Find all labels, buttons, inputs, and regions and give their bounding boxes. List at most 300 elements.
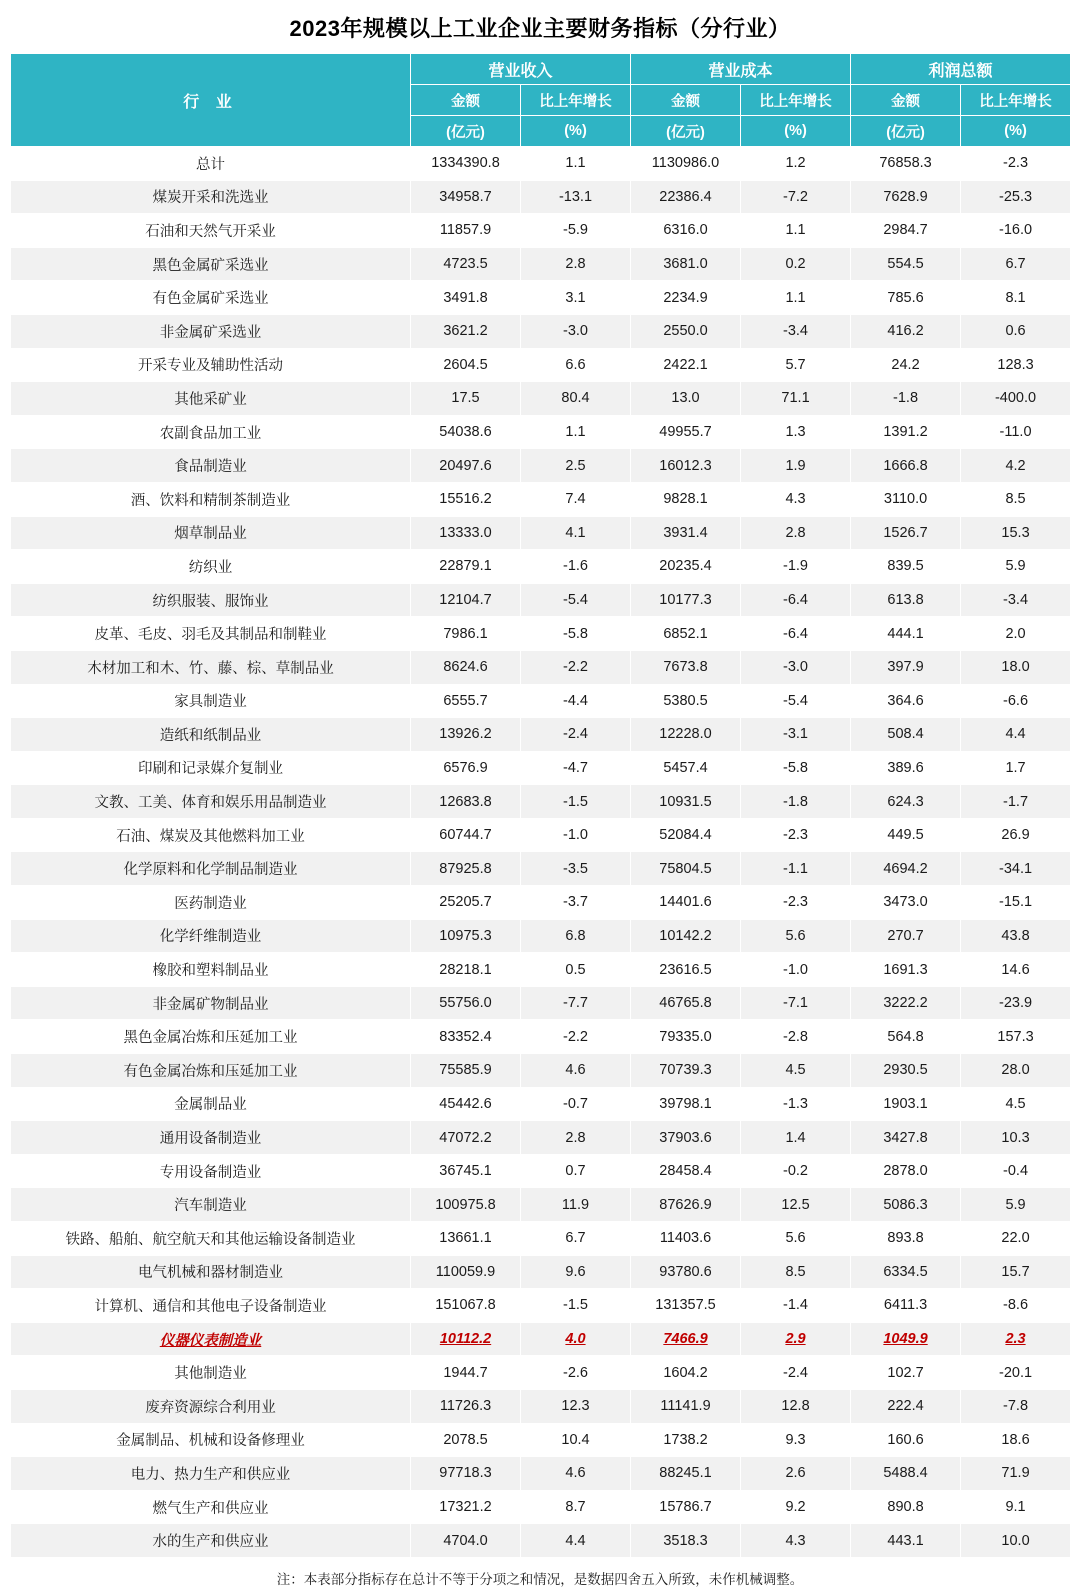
table-row <box>11 1457 1071 1491</box>
cell-value: 13.0 <box>631 382 741 416</box>
cell-value: 4.4 <box>521 1524 631 1558</box>
cell-value: -2.3 <box>741 818 851 852</box>
cell-industry-name: 皮革、毛皮、羽毛及其制品和制鞋业 <box>11 617 411 651</box>
cell-value: -1.6 <box>521 550 631 584</box>
cell-value: 46765.8 <box>631 986 741 1020</box>
cell-value: 5.9 <box>961 1188 1071 1222</box>
cell-value: 160.6 <box>851 1423 961 1457</box>
cell-value: -7.7 <box>521 986 631 1020</box>
cell-value: 785.6 <box>851 281 961 315</box>
cell-value: 10177.3 <box>631 583 741 617</box>
cell-industry-name: 通用设备制造业 <box>11 1121 411 1155</box>
cell-value: -0.7 <box>521 1087 631 1121</box>
cell-industry-name: 石油、煤炭及其他燃料加工业 <box>11 818 411 852</box>
cell-value: -2.2 <box>521 650 631 684</box>
cell-value: -3.0 <box>741 650 851 684</box>
cell-industry-name: 有色金属冶炼和压延加工业 <box>11 1054 411 1088</box>
table-row <box>11 1255 1071 1289</box>
cell-industry-name: 纺织服装、服饰业 <box>11 583 411 617</box>
cell-value: 7673.8 <box>631 650 741 684</box>
cell-value: -1.0 <box>741 953 851 987</box>
cell-value: -1.8 <box>741 785 851 819</box>
cell-value: 12228.0 <box>631 718 741 752</box>
table-row <box>11 348 1071 382</box>
cell-value: 3.1 <box>521 281 631 315</box>
cell-industry-name: 非金属矿采选业 <box>11 314 411 348</box>
cell-value: 2.0 <box>961 617 1071 651</box>
table-row <box>11 1020 1071 1054</box>
table-row <box>11 718 1071 752</box>
cell-value: 87626.9 <box>631 1188 741 1222</box>
cell-value: 1.1 <box>521 147 631 181</box>
cell-value: 20497.6 <box>411 449 521 483</box>
cell-value: 45442.6 <box>411 1087 521 1121</box>
cell-value: 39798.1 <box>631 1087 741 1121</box>
cell-value: 15516.2 <box>411 482 521 516</box>
cell-value: 8.5 <box>961 482 1071 516</box>
cell-value: 3110.0 <box>851 482 961 516</box>
cell-industry-name: 其他制造业 <box>11 1356 411 1390</box>
cell-value: 3681.0 <box>631 247 741 281</box>
cell-value: 100975.8 <box>411 1188 521 1222</box>
cell-value: 37903.6 <box>631 1121 741 1155</box>
cell-value: 4.6 <box>521 1457 631 1491</box>
cell-value: -6.6 <box>961 684 1071 718</box>
cell-value: 25205.7 <box>411 886 521 920</box>
cell-industry-name: 橡胶和塑料制品业 <box>11 953 411 987</box>
cell-value: -1.9 <box>741 550 851 584</box>
cell-value: 157.3 <box>961 1020 1071 1054</box>
cell-value: 9.2 <box>741 1490 851 1524</box>
cell-value: 564.8 <box>851 1020 961 1054</box>
column-header-profit-amount: 金额 <box>851 85 961 116</box>
cell-value: 11726.3 <box>411 1389 521 1423</box>
cell-value: 6411.3 <box>851 1289 961 1323</box>
cell-value: -1.7 <box>961 785 1071 819</box>
cell-industry-name: 农副食品加工业 <box>11 415 411 449</box>
table-row <box>11 1188 1071 1222</box>
cell-value: 1.1 <box>521 415 631 449</box>
cell-value: 4.5 <box>741 1054 851 1088</box>
cell-value: -3.1 <box>741 718 851 752</box>
cell-value: 76858.3 <box>851 147 961 181</box>
cell-value: 88245.1 <box>631 1457 741 1491</box>
table-row <box>11 1087 1071 1121</box>
cell-industry-name: 黑色金属矿采选业 <box>11 247 411 281</box>
cell-value: -3.4 <box>741 314 851 348</box>
table-row <box>11 1222 1071 1256</box>
unit-profit-amount: (亿元) <box>851 116 961 147</box>
unit-cost-amount: (亿元) <box>631 116 741 147</box>
cell-value: 15.3 <box>961 516 1071 550</box>
cell-industry-name: 黑色金属冶炼和压延加工业 <box>11 1020 411 1054</box>
cell-industry-name: 木材加工和木、竹、藤、棕、草制品业 <box>11 650 411 684</box>
table-row <box>11 953 1071 987</box>
cell-value: -3.4 <box>961 583 1071 617</box>
table-row <box>11 1289 1071 1323</box>
table-row <box>11 1322 1071 1356</box>
cell-value: 20235.4 <box>631 550 741 584</box>
cell-value: -5.4 <box>521 583 631 617</box>
cell-value: 9.1 <box>961 1490 1071 1524</box>
cell-value: 2.8 <box>521 1121 631 1155</box>
cell-value: 554.5 <box>851 247 961 281</box>
cell-value: 1.9 <box>741 449 851 483</box>
cell-value: 2.9 <box>741 1322 851 1356</box>
cell-value: 10.0 <box>961 1524 1071 1558</box>
cell-value: 3518.3 <box>631 1524 741 1558</box>
cell-industry-name: 仪器仪表制造业 <box>11 1322 411 1356</box>
cell-value: 2234.9 <box>631 281 741 315</box>
cell-value: 6576.9 <box>411 751 521 785</box>
cell-value: 6555.7 <box>411 684 521 718</box>
cell-industry-name: 废弃资源综合利用业 <box>11 1389 411 1423</box>
cell-value: 1.2 <box>741 147 851 181</box>
cell-industry-name: 印刷和记录媒介复制业 <box>11 751 411 785</box>
cell-industry-name: 烟草制品业 <box>11 516 411 550</box>
cell-value: 34958.7 <box>411 180 521 214</box>
table-row <box>11 919 1071 953</box>
cell-value: 87925.8 <box>411 852 521 886</box>
cell-industry-name: 汽车制造业 <box>11 1188 411 1222</box>
cell-value: 8.7 <box>521 1490 631 1524</box>
cell-value: 7628.9 <box>851 180 961 214</box>
unit-revenue-amount: (亿元) <box>411 116 521 147</box>
cell-value: 2078.5 <box>411 1423 521 1457</box>
cell-value: 3473.0 <box>851 886 961 920</box>
cell-value: 1.7 <box>961 751 1071 785</box>
cell-industry-name: 有色金属矿采选业 <box>11 281 411 315</box>
unit-profit-growth: (%) <box>961 116 1071 147</box>
cell-value: 1944.7 <box>411 1356 521 1390</box>
cell-value: 83352.4 <box>411 1020 521 1054</box>
cell-industry-name: 计算机、通信和其他电子设备制造业 <box>11 1289 411 1323</box>
cell-value: 1.1 <box>741 214 851 248</box>
table-row <box>11 785 1071 819</box>
cell-value: 12.3 <box>521 1389 631 1423</box>
cell-value: 97718.3 <box>411 1457 521 1491</box>
cell-industry-name: 酒、饮料和精制茶制造业 <box>11 482 411 516</box>
cell-value: 222.4 <box>851 1389 961 1423</box>
cell-industry-name: 食品制造业 <box>11 449 411 483</box>
cell-value: 4694.2 <box>851 852 961 886</box>
cell-value: 128.3 <box>961 348 1071 382</box>
cell-value: 9.3 <box>741 1423 851 1457</box>
cell-value: 110059.9 <box>411 1255 521 1289</box>
cell-value: 2.6 <box>741 1457 851 1491</box>
cell-value: 4.6 <box>521 1054 631 1088</box>
cell-value: 444.1 <box>851 617 961 651</box>
cell-industry-name: 电力、热力生产和供应业 <box>11 1457 411 1491</box>
cell-value: -1.8 <box>851 382 961 416</box>
cell-value: -5.8 <box>741 751 851 785</box>
column-header-revenue-growth: 比上年增长 <box>521 85 631 116</box>
cell-value: 8.5 <box>741 1255 851 1289</box>
cell-value: -1.0 <box>521 818 631 852</box>
cell-value: 75804.5 <box>631 852 741 886</box>
table-row <box>11 147 1071 181</box>
cell-value: 416.2 <box>851 314 961 348</box>
cell-value: 7466.9 <box>631 1322 741 1356</box>
cell-value: 13661.1 <box>411 1222 521 1256</box>
cell-value: 1130986.0 <box>631 147 741 181</box>
cell-value: 12683.8 <box>411 785 521 819</box>
cell-value: 6316.0 <box>631 214 741 248</box>
cell-value: -4.4 <box>521 684 631 718</box>
cell-value: -7.8 <box>961 1389 1071 1423</box>
table-body <box>11 147 1071 1558</box>
cell-value: 26.9 <box>961 818 1071 852</box>
cell-value: 28458.4 <box>631 1154 741 1188</box>
cell-value: -5.9 <box>521 214 631 248</box>
cell-value: 893.8 <box>851 1222 961 1256</box>
cell-value: -5.4 <box>741 684 851 718</box>
cell-value: 0.2 <box>741 247 851 281</box>
table-row <box>11 281 1071 315</box>
cell-value: -0.2 <box>741 1154 851 1188</box>
cell-value: -11.0 <box>961 415 1071 449</box>
cell-value: -2.8 <box>741 1020 851 1054</box>
cell-value: 22.0 <box>961 1222 1071 1256</box>
table-row <box>11 516 1071 550</box>
cell-value: 2604.5 <box>411 348 521 382</box>
cell-value: -2.4 <box>741 1356 851 1390</box>
cell-value: 10975.3 <box>411 919 521 953</box>
table-row <box>11 482 1071 516</box>
cell-value: -34.1 <box>961 852 1071 886</box>
cell-value: 4.2 <box>961 449 1071 483</box>
cell-value: 28218.1 <box>411 953 521 987</box>
cell-value: 13333.0 <box>411 516 521 550</box>
cell-value: 6334.5 <box>851 1255 961 1289</box>
table-row <box>11 986 1071 1020</box>
cell-value: 3491.8 <box>411 281 521 315</box>
cell-value: -8.6 <box>961 1289 1071 1323</box>
cell-industry-name: 煤炭开采和洗选业 <box>11 180 411 214</box>
cell-value: 3222.2 <box>851 986 961 1020</box>
cell-value: 4704.0 <box>411 1524 521 1558</box>
cell-value: 1738.2 <box>631 1423 741 1457</box>
cell-value: 2.8 <box>741 516 851 550</box>
cell-value: -3.5 <box>521 852 631 886</box>
table-row <box>11 449 1071 483</box>
cell-value: 7986.1 <box>411 617 521 651</box>
column-header-cost-growth: 比上年增长 <box>741 85 851 116</box>
table-row <box>11 751 1071 785</box>
cell-value: 1049.9 <box>851 1322 961 1356</box>
table-row <box>11 1524 1071 1558</box>
table-row <box>11 1490 1071 1524</box>
table-row <box>11 1154 1071 1188</box>
cell-value: 6.6 <box>521 348 631 382</box>
cell-value: 1604.2 <box>631 1356 741 1390</box>
table-row <box>11 415 1071 449</box>
cell-value: 4.3 <box>741 1524 851 1558</box>
cell-value: 2422.1 <box>631 348 741 382</box>
cell-value: 24.2 <box>851 348 961 382</box>
cell-value: 4.0 <box>521 1322 631 1356</box>
column-header-revenue-amount: 金额 <box>411 85 521 116</box>
cell-value: 2984.7 <box>851 214 961 248</box>
cell-value: 9828.1 <box>631 482 741 516</box>
cell-industry-name: 家具制造业 <box>11 684 411 718</box>
cell-value: -4.7 <box>521 751 631 785</box>
cell-value: -400.0 <box>961 382 1071 416</box>
cell-value: 4.5 <box>961 1087 1071 1121</box>
cell-value: 17321.2 <box>411 1490 521 1524</box>
table-row <box>11 684 1071 718</box>
cell-value: 28.0 <box>961 1054 1071 1088</box>
table-row <box>11 818 1071 852</box>
cell-value: 1.3 <box>741 415 851 449</box>
cell-value: -1.3 <box>741 1087 851 1121</box>
column-header-profit-growth: 比上年增长 <box>961 85 1071 116</box>
cell-value: 508.4 <box>851 718 961 752</box>
cell-industry-name: 造纸和纸制品业 <box>11 718 411 752</box>
cell-value: -25.3 <box>961 180 1071 214</box>
table-row <box>11 650 1071 684</box>
cell-value: 443.1 <box>851 1524 961 1558</box>
cell-value: 11403.6 <box>631 1222 741 1256</box>
cell-value: 3931.4 <box>631 516 741 550</box>
cell-value: -1.5 <box>521 1289 631 1323</box>
cell-industry-name: 金属制品、机械和设备修理业 <box>11 1423 411 1457</box>
cell-value: 10931.5 <box>631 785 741 819</box>
cell-industry-name: 非金属矿物制品业 <box>11 986 411 1020</box>
cell-industry-name: 文教、工美、体育和娱乐用品制造业 <box>11 785 411 819</box>
cell-industry-name: 石油和天然气开采业 <box>11 214 411 248</box>
cell-value: 13926.2 <box>411 718 521 752</box>
cell-value: 15.7 <box>961 1255 1071 1289</box>
cell-value: 52084.4 <box>631 818 741 852</box>
cell-value: 54038.6 <box>411 415 521 449</box>
cell-value: -2.4 <box>521 718 631 752</box>
cell-industry-name: 金属制品业 <box>11 1087 411 1121</box>
cell-value: 60744.7 <box>411 818 521 852</box>
table-row <box>11 1356 1071 1390</box>
cell-value: 1691.3 <box>851 953 961 987</box>
cell-value: 47072.2 <box>411 1121 521 1155</box>
cell-value: 79335.0 <box>631 1020 741 1054</box>
cell-value: 0.6 <box>961 314 1071 348</box>
cell-value: 1.4 <box>741 1121 851 1155</box>
cell-value: -1.5 <box>521 785 631 819</box>
cell-industry-name: 燃气生产和供应业 <box>11 1490 411 1524</box>
cell-value: 1903.1 <box>851 1087 961 1121</box>
column-group-cost: 营业成本 <box>631 54 851 85</box>
cell-industry-name: 铁路、船舶、航空航天和其他运输设备制造业 <box>11 1222 411 1256</box>
cell-value: -23.9 <box>961 986 1071 1020</box>
table-row <box>11 180 1071 214</box>
cell-value: 5.6 <box>741 919 851 953</box>
cell-value: 5086.3 <box>851 1188 961 1222</box>
cell-value: 10.4 <box>521 1423 631 1457</box>
cell-value: 36745.1 <box>411 1154 521 1188</box>
table-row <box>11 1423 1071 1457</box>
cell-value: 1.1 <box>741 281 851 315</box>
column-group-revenue: 营业收入 <box>411 54 631 85</box>
cell-value: 397.9 <box>851 650 961 684</box>
cell-industry-name: 电气机械和器材制造业 <box>11 1255 411 1289</box>
cell-industry-name: 纺织业 <box>11 550 411 584</box>
cell-value: -5.8 <box>521 617 631 651</box>
cell-value: 11141.9 <box>631 1389 741 1423</box>
cell-value: 17.5 <box>411 382 521 416</box>
table-row <box>11 886 1071 920</box>
cell-value: 43.8 <box>961 919 1071 953</box>
cell-value: 10.3 <box>961 1121 1071 1155</box>
cell-value: 9.6 <box>521 1255 631 1289</box>
cell-value: 4723.5 <box>411 247 521 281</box>
cell-value: 1391.2 <box>851 415 961 449</box>
cell-industry-name: 医药制造业 <box>11 886 411 920</box>
cell-value: 16012.3 <box>631 449 741 483</box>
cell-value: 70739.3 <box>631 1054 741 1088</box>
cell-value: 3621.2 <box>411 314 521 348</box>
cell-value: 71.9 <box>961 1457 1071 1491</box>
cell-value: -6.4 <box>741 583 851 617</box>
table-row <box>11 1121 1071 1155</box>
unit-cost-growth: (%) <box>741 116 851 147</box>
cell-value: 4.4 <box>961 718 1071 752</box>
cell-value: 8.1 <box>961 281 1071 315</box>
cell-value: 5457.4 <box>631 751 741 785</box>
cell-value: -1.1 <box>741 852 851 886</box>
cell-value: -6.4 <box>741 617 851 651</box>
cell-value: 12104.7 <box>411 583 521 617</box>
cell-value: 93780.6 <box>631 1255 741 1289</box>
cell-value: 12.8 <box>741 1389 851 1423</box>
cell-value: 49955.7 <box>631 415 741 449</box>
table-row <box>11 1389 1071 1423</box>
table-row <box>11 583 1071 617</box>
cell-industry-name: 化学纤维制造业 <box>11 919 411 953</box>
cell-value: 624.3 <box>851 785 961 819</box>
cell-value: -7.1 <box>741 986 851 1020</box>
cell-value: 4.1 <box>521 516 631 550</box>
cell-value: 6852.1 <box>631 617 741 651</box>
table-note: 注：本表部分指标存在总计不等于分项之和情况，是数据四舍五入所致，未作机械调整。 <box>276 1571 804 1587</box>
cell-value: 23616.5 <box>631 953 741 987</box>
cell-value: -7.2 <box>741 180 851 214</box>
cell-value: -1.4 <box>741 1289 851 1323</box>
cell-value: 80.4 <box>521 382 631 416</box>
cell-value: 14401.6 <box>631 886 741 920</box>
cell-value: 11.9 <box>521 1188 631 1222</box>
cell-value: 10142.2 <box>631 919 741 953</box>
cell-value: 2550.0 <box>631 314 741 348</box>
cell-value: 5488.4 <box>851 1457 961 1491</box>
page-title: 2023年规模以上工业企业主要财务指标（分行业） <box>289 16 791 41</box>
table-row <box>11 247 1071 281</box>
cell-value: 71.1 <box>741 382 851 416</box>
cell-value: 2.5 <box>521 449 631 483</box>
cell-value: 6.8 <box>521 919 631 953</box>
cell-value: 1526.7 <box>851 516 961 550</box>
cell-value: -2.6 <box>521 1356 631 1390</box>
cell-value: -20.1 <box>961 1356 1071 1390</box>
unit-revenue-growth: (%) <box>521 116 631 147</box>
table-row <box>11 550 1071 584</box>
cell-value: 449.5 <box>851 818 961 852</box>
cell-value: -16.0 <box>961 214 1071 248</box>
cell-value: 7.4 <box>521 482 631 516</box>
cell-industry-name: 化学原料和化学制品制造业 <box>11 852 411 886</box>
cell-value: 22879.1 <box>411 550 521 584</box>
cell-value: -0.4 <box>961 1154 1071 1188</box>
cell-value: 18.6 <box>961 1423 1071 1457</box>
table-row <box>11 314 1071 348</box>
